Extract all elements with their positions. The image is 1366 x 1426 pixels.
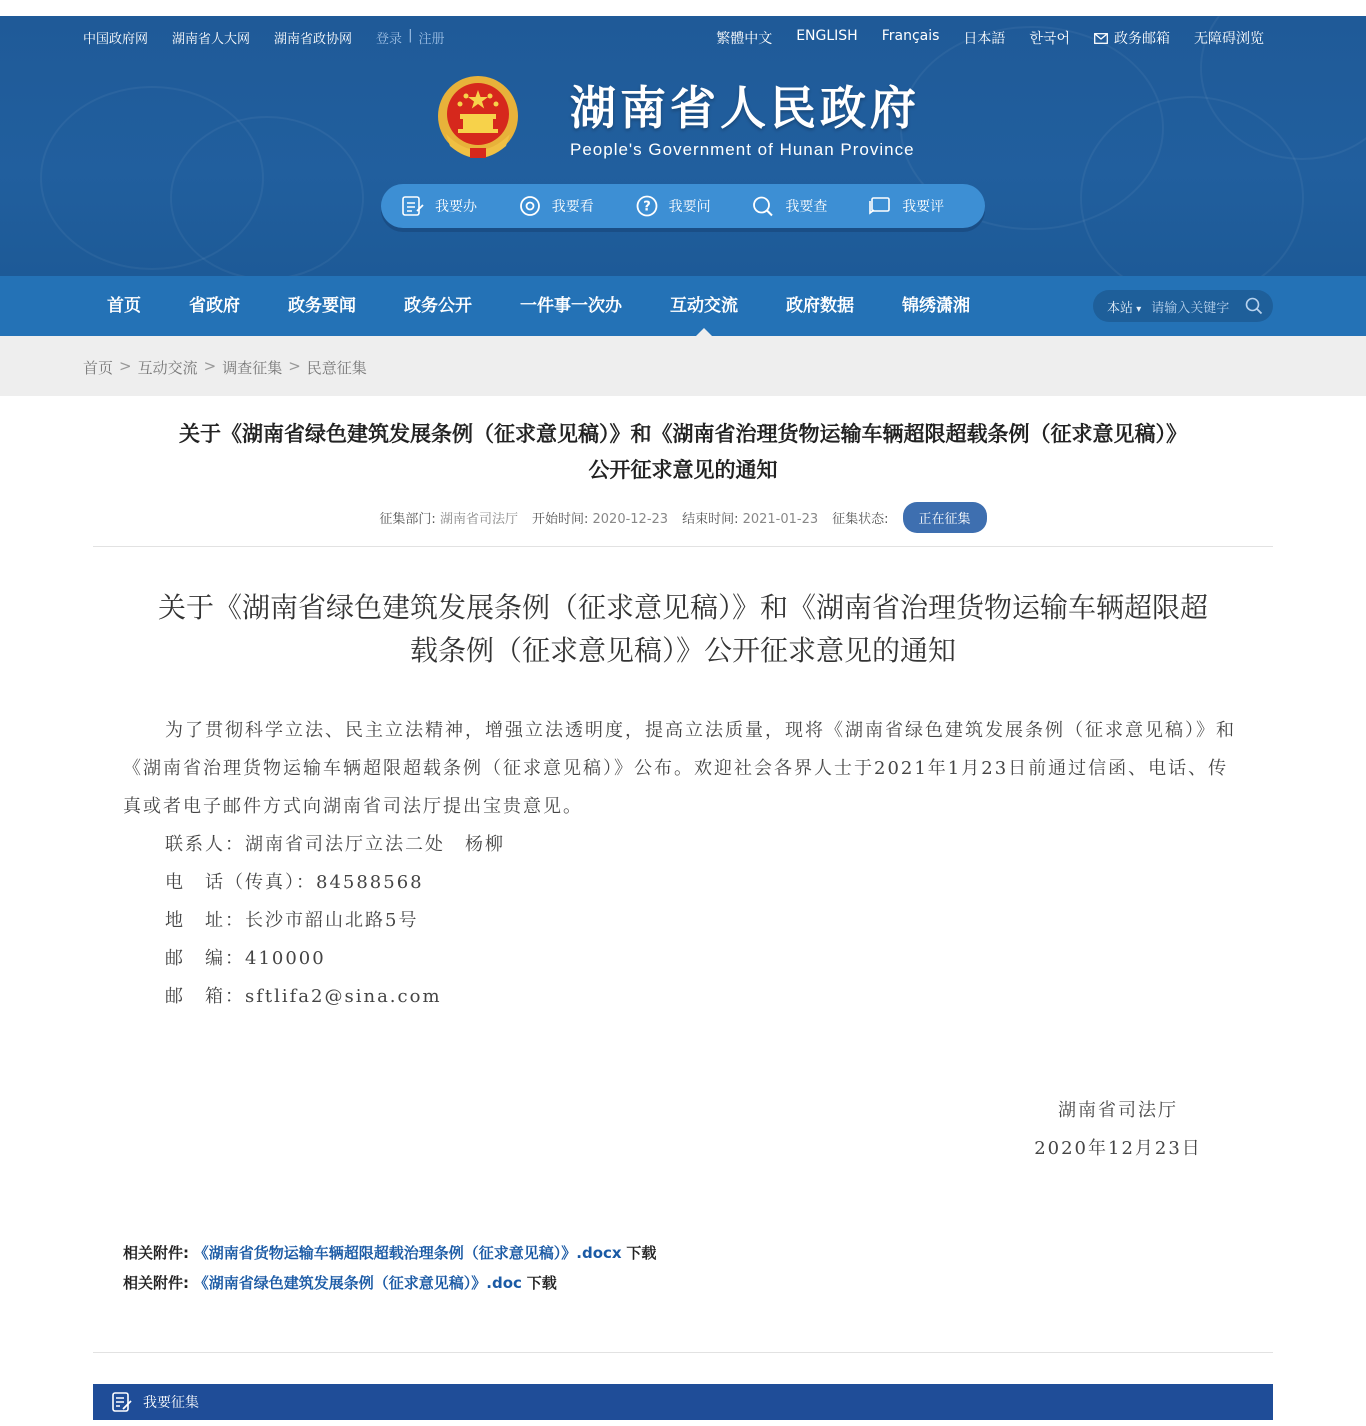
service-do-label: 我要办: [435, 199, 477, 215]
nav-splendid-hunan[interactable]: 锦绣潇湘: [902, 296, 970, 316]
register-link[interactable]: 注册: [418, 32, 445, 47]
lang-japanese[interactable]: 日本語: [963, 31, 1006, 47]
accessible-browse-link[interactable]: 无障碍浏览: [1194, 31, 1264, 47]
divider: [93, 546, 1273, 547]
start-label: 开始时间:: [531, 512, 589, 527]
nav-one-thing-once[interactable]: 一件事一次办: [520, 296, 622, 316]
collect-bar-label: 我要征集: [143, 1395, 199, 1411]
site-subtitle: People's Government of Hunan Province: [570, 140, 915, 159]
nav-gov-news[interactable]: 政务要闻: [288, 296, 356, 316]
attachments: [123, 1238, 656, 1298]
auth-links: [376, 28, 444, 47]
signature-org: 湖南省司法厅: [1058, 1100, 1178, 1121]
notice-heading-line1: 关于《湖南省绿色建筑发展条例（征求意见稿）》和《湖南省治理货物运输车辆超限超载条例（征求意见稿）》: [179, 422, 1187, 446]
svg-text:?: ?: [642, 199, 651, 215]
nav-gov-data[interactable]: 政府数据: [786, 296, 854, 316]
service-view[interactable]: [518, 195, 635, 217]
start-meta: [532, 508, 668, 527]
national-emblem-icon: [436, 74, 520, 162]
lang-traditional-chinese[interactable]: 繁體中文: [716, 31, 773, 47]
attachment-row: [123, 1238, 656, 1268]
end-value: 2021-01-23: [742, 512, 819, 527]
service-ask-label: 我要问: [668, 199, 711, 215]
breadcrumb-bar: [0, 336, 1366, 396]
service-rate-label: 我要评: [902, 199, 945, 215]
end-meta: [682, 508, 818, 527]
lang-korean[interactable]: 한국어: [1029, 31, 1070, 47]
search-input[interactable]: 请输入关键字: [1151, 300, 1230, 316]
top-links: [83, 28, 444, 47]
status-label: 征集状态:: [832, 512, 889, 527]
gov-mail-label: 政务邮箱: [1114, 31, 1170, 47]
breadcrumb-survey[interactable]: 调查征集: [222, 359, 283, 377]
signature-date: 2020年12月23日: [1034, 1138, 1202, 1159]
status-meta: [832, 508, 888, 527]
notice-heading-line2: 公开征求意见的通知: [588, 458, 778, 482]
link-china-gov[interactable]: 中国政府网: [83, 32, 149, 47]
breadcrumb-separator: >: [203, 357, 217, 375]
article-title-line2: 载条例（征求意见稿）》公开征求意见的通知: [409, 634, 956, 667]
attachment-download[interactable]: 下载: [626, 1244, 657, 1262]
notice-heading: [93, 416, 1273, 488]
address-line: 地 址：长沙市韶山北路5号: [165, 910, 419, 931]
floral-decoration: [170, 116, 364, 276]
question-icon: [635, 195, 659, 217]
service-query-label: 我要查: [785, 199, 828, 215]
nav-gov-disclosure[interactable]: 政务公开: [404, 296, 472, 316]
collect-bar[interactable]: [93, 1384, 1273, 1420]
service-view-label: 我要看: [551, 199, 594, 215]
nav-interaction[interactable]: 互动交流: [646, 276, 762, 336]
login-link[interactable]: 登录: [376, 32, 403, 47]
breadcrumb-public-opinion[interactable]: 民意征集: [306, 359, 367, 377]
site-search[interactable]: [1093, 290, 1273, 322]
site-title: 湖南省人民政府: [570, 81, 920, 135]
search-icon: [751, 195, 775, 217]
attachment-row: [123, 1268, 656, 1298]
dept-label: 征集部门:: [379, 512, 436, 527]
end-label: 结束时间:: [682, 512, 739, 527]
breadcrumb-separator: >: [119, 357, 132, 375]
search-icon[interactable]: [1245, 297, 1263, 315]
article-title: [123, 586, 1243, 672]
dept-value: 湖南省司法厅: [439, 512, 518, 527]
top-right-links: [716, 28, 1264, 48]
article-signature: [993, 1092, 1243, 1168]
attachment-link[interactable]: 《湖南省货物运输车辆超限超载治理条例（征求意见稿）》.docx: [193, 1244, 622, 1262]
attachment-label: 相关附件:: [123, 1244, 189, 1262]
attachment-download[interactable]: 下载: [526, 1274, 557, 1292]
top-bar: [0, 16, 1366, 56]
notice-meta: [93, 502, 1273, 533]
phone-line: 电 话（传真）：84588568: [165, 872, 424, 893]
service-ask[interactable]: [635, 195, 752, 217]
email-line: 邮 箱：sftlifa2@sina.com: [165, 986, 442, 1007]
nav-home[interactable]: 首页: [107, 296, 141, 316]
lang-french[interactable]: Français: [881, 28, 940, 44]
postcode-line: 邮 编：410000: [165, 948, 326, 969]
start-value: 2020-12-23: [592, 512, 669, 527]
dept-meta: [379, 508, 518, 527]
attachment-label: 相关附件:: [123, 1274, 189, 1292]
nav-provincial-gov[interactable]: 省政府: [189, 296, 240, 316]
lang-english[interactable]: ENGLISH: [796, 28, 858, 44]
article-paragraph: 为了贯彻科学立法、民主立法精神，增强立法透明度，提高立法质量，现将《湖南省绿色建筑发展条例（征求意见稿）》和《湖南省治理货物运输车辆超限超载条例（征求意见稿）》公布。欢迎社会各界人士于2021年1月23日前通过信函、电话、传真或者电子邮件方式向湖南省司法厅提出宝贵意见。: [123, 720, 1236, 817]
article-title-line1: 关于《湖南省绿色建筑发展条例（征求意见稿）》和《湖南省治理货物运输车辆超限超: [157, 591, 1208, 624]
service-bar: [381, 184, 985, 228]
service-do[interactable]: [401, 195, 518, 217]
service-query[interactable]: [751, 195, 868, 217]
gov-mail-link[interactable]: [1094, 28, 1170, 48]
comment-icon: [868, 195, 892, 217]
link-hunan-cppcc[interactable]: 湖南省政协网: [274, 32, 353, 47]
breadcrumb-home[interactable]: 首页: [83, 359, 114, 377]
eye-icon: [518, 195, 542, 217]
search-scope-dropdown[interactable]: 本站 ▾: [1107, 297, 1141, 316]
mail-icon: [1094, 33, 1108, 44]
breadcrumb: [83, 357, 367, 378]
service-rate[interactable]: [868, 195, 985, 217]
form-icon: [401, 195, 425, 217]
breadcrumb-separator: >: [288, 357, 301, 375]
status-badge: 正在征集: [903, 502, 987, 533]
article-body: [123, 712, 1243, 1016]
edit-form-icon: [111, 1391, 133, 1413]
site-header: [0, 16, 1366, 276]
auth-separator: |: [408, 28, 413, 43]
contact-line: 联系人：湖南省司法厅立法二处 杨柳: [165, 834, 505, 855]
attachment-link[interactable]: 《湖南省绿色建筑发展条例（征求意见稿）》.doc: [193, 1274, 522, 1292]
divider: [93, 1352, 1273, 1353]
breadcrumb-interaction[interactable]: 互动交流: [137, 359, 198, 377]
link-hunan-npc[interactable]: 湖南省人大网: [172, 32, 251, 47]
